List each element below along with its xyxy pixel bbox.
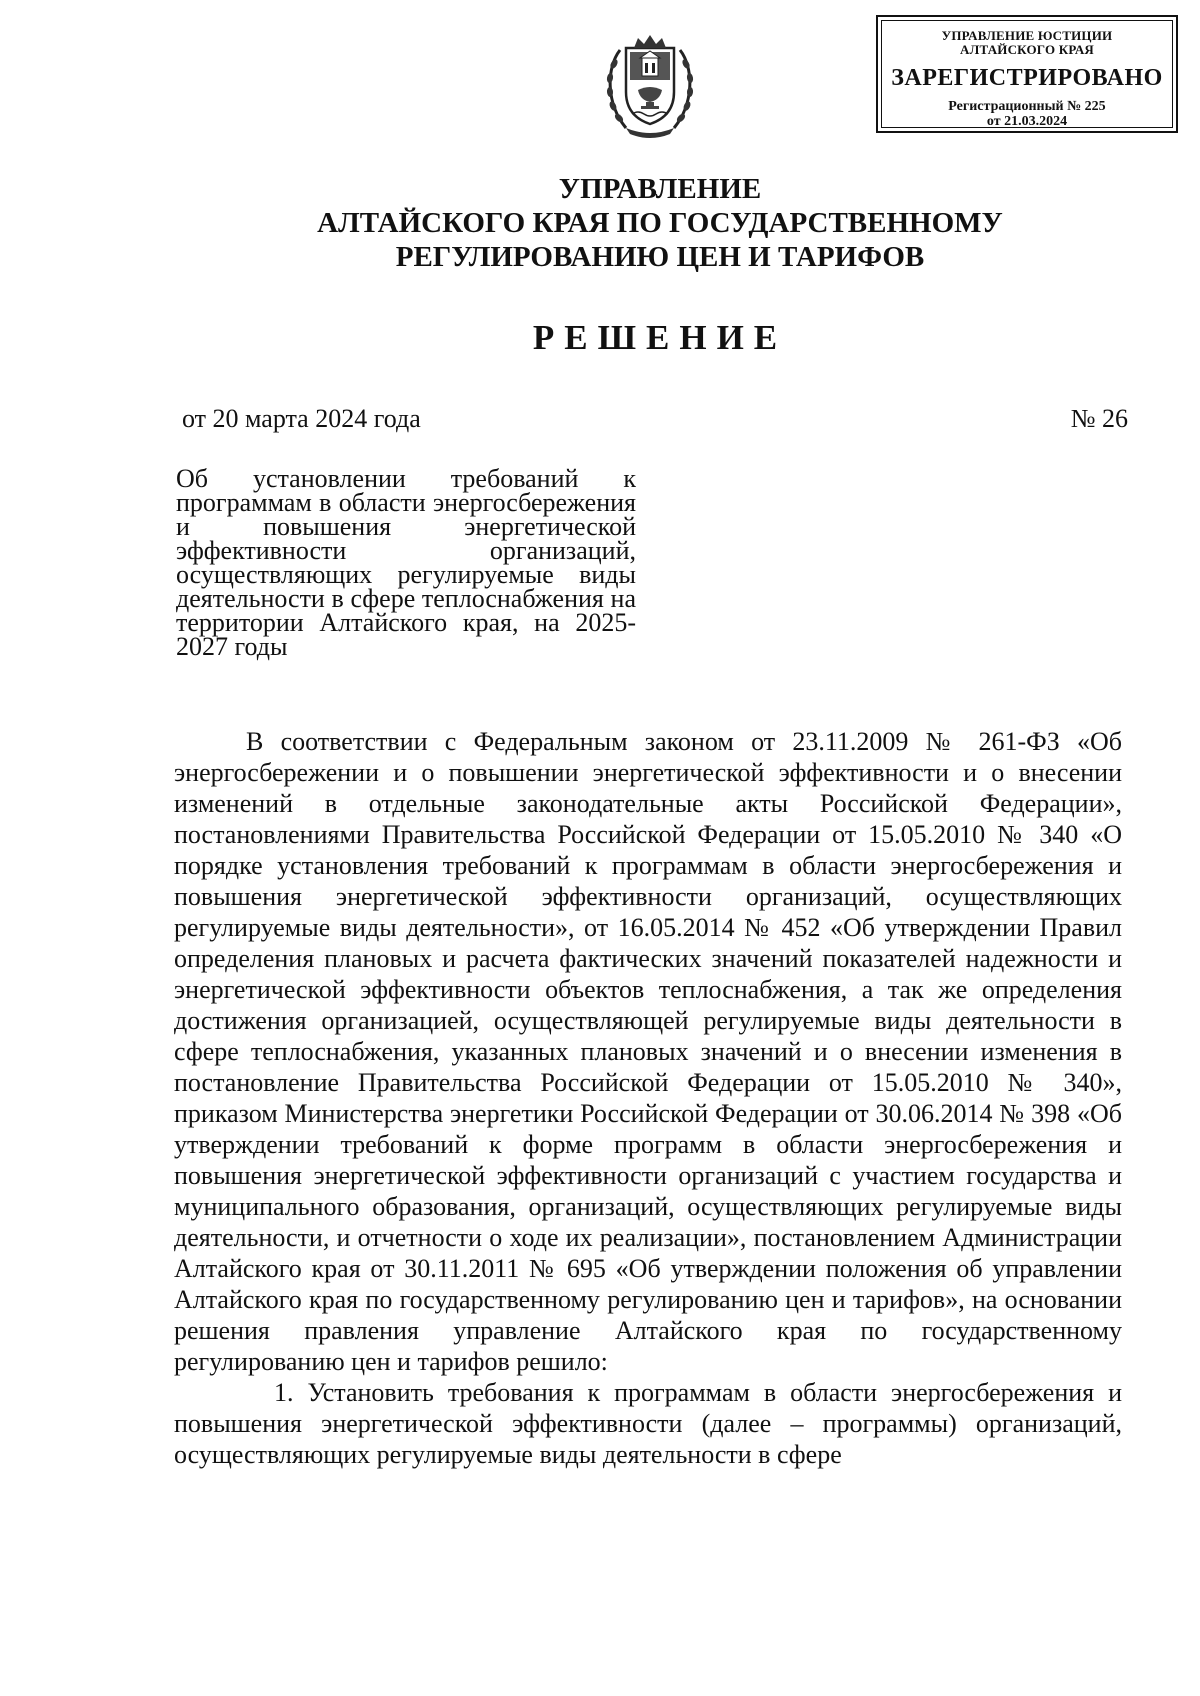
authority-line-1: УПРАВЛЕНИЕ bbox=[558, 173, 762, 205]
preamble-paragraph: В соответствии с Федеральным законом от 23.11.2009 № 261-ФЗ «Об энергосбережении и о повышении энергетической эффективности и о внесении изменений в отдельные законодательные акты Российской Федерации», постановлениями Правительства Российской Федерации от 15.05.2010 № 340 «О порядке установления требований к программам в области энергосбережения и повышения энергетической эффективности организаций, осуществляющих регулируемые виды деятельности», от 16.05.2014 № 452 «Об утверждении Правил определения плановых и расчета фактических значений показателей надежности и энергетической эффективности объектов теплоснабжения, а так же определения достижения организацией, осуществляющей регулируемые виды деятельности в сфере теплоснабжения, указанных плановых значений и о внесении изменения в постановление Правительства Российской Федерации от 15.05.2010 № 340», приказом Министерства энергетики Российской Федерации от 30.06.2014 № 398 «Об утверждении требований к форме программ в области энергосбережения и повышения энергетической эффективности организаций с участием государства и муниципального образования, организаций, осуществляющих регулируемые виды деятельности, и отчетности о ходе их реализации», постановлением Администрации Алтайского края от 30.11.2011 № 695 «Об утверждении положения об управлении Алтайского края по государственному регулированию цен и тарифов», на основании решения правления управление Алтайского края по государственному регулированию цен и тарифов решило: bbox=[174, 727, 1122, 1376]
stamp-inner-border bbox=[881, 20, 1173, 128]
stamp-org-line2: АЛТАЙСКОГО КРАЯ bbox=[960, 42, 1094, 57]
registration-stamp bbox=[876, 15, 1178, 133]
authority-line-2: АЛТАЙСКОГО КРАЯ ПО ГОСУДАРСТВЕННОМУ bbox=[317, 207, 1003, 239]
document-date: от 20 марта 2024 года bbox=[182, 404, 421, 433]
coat-of-arms-icon bbox=[600, 30, 700, 142]
document-type-title: РЕШЕНИЕ bbox=[532, 318, 788, 357]
document-subject: Об установлении требований к программам в области энергосбережения и повышения энергетической эффективности организаций, осуществляющих регулируемые виды деятельности в сфере теплоснабжения на территории Алтайского края, на 2025-2027 годы bbox=[176, 464, 636, 661]
stamp-status: ЗАРЕГИСТРИРОВАНО bbox=[891, 65, 1163, 91]
document-number: № 26 bbox=[1070, 404, 1128, 433]
authority-name bbox=[200, 172, 1120, 274]
document-body bbox=[174, 726, 1122, 1470]
authority-line-3: РЕГУЛИРОВАНИЮ ЦЕН И ТАРИФОВ bbox=[395, 241, 925, 273]
item-1-paragraph: 1. Установить требования к программам в области энергосбережения и повышения энергетической эффективности (далее – программы) организаций, осуществляющих регулируемые виды деятельности в сфере bbox=[174, 1378, 1122, 1469]
stamp-reg-date: от 21.03.2024 bbox=[986, 114, 1068, 129]
stamp-org-line1: УПРАВЛЕНИЕ ЮСТИЦИИ bbox=[941, 28, 1113, 43]
stamp-reg-number: Регистрационный № 225 bbox=[948, 99, 1106, 114]
